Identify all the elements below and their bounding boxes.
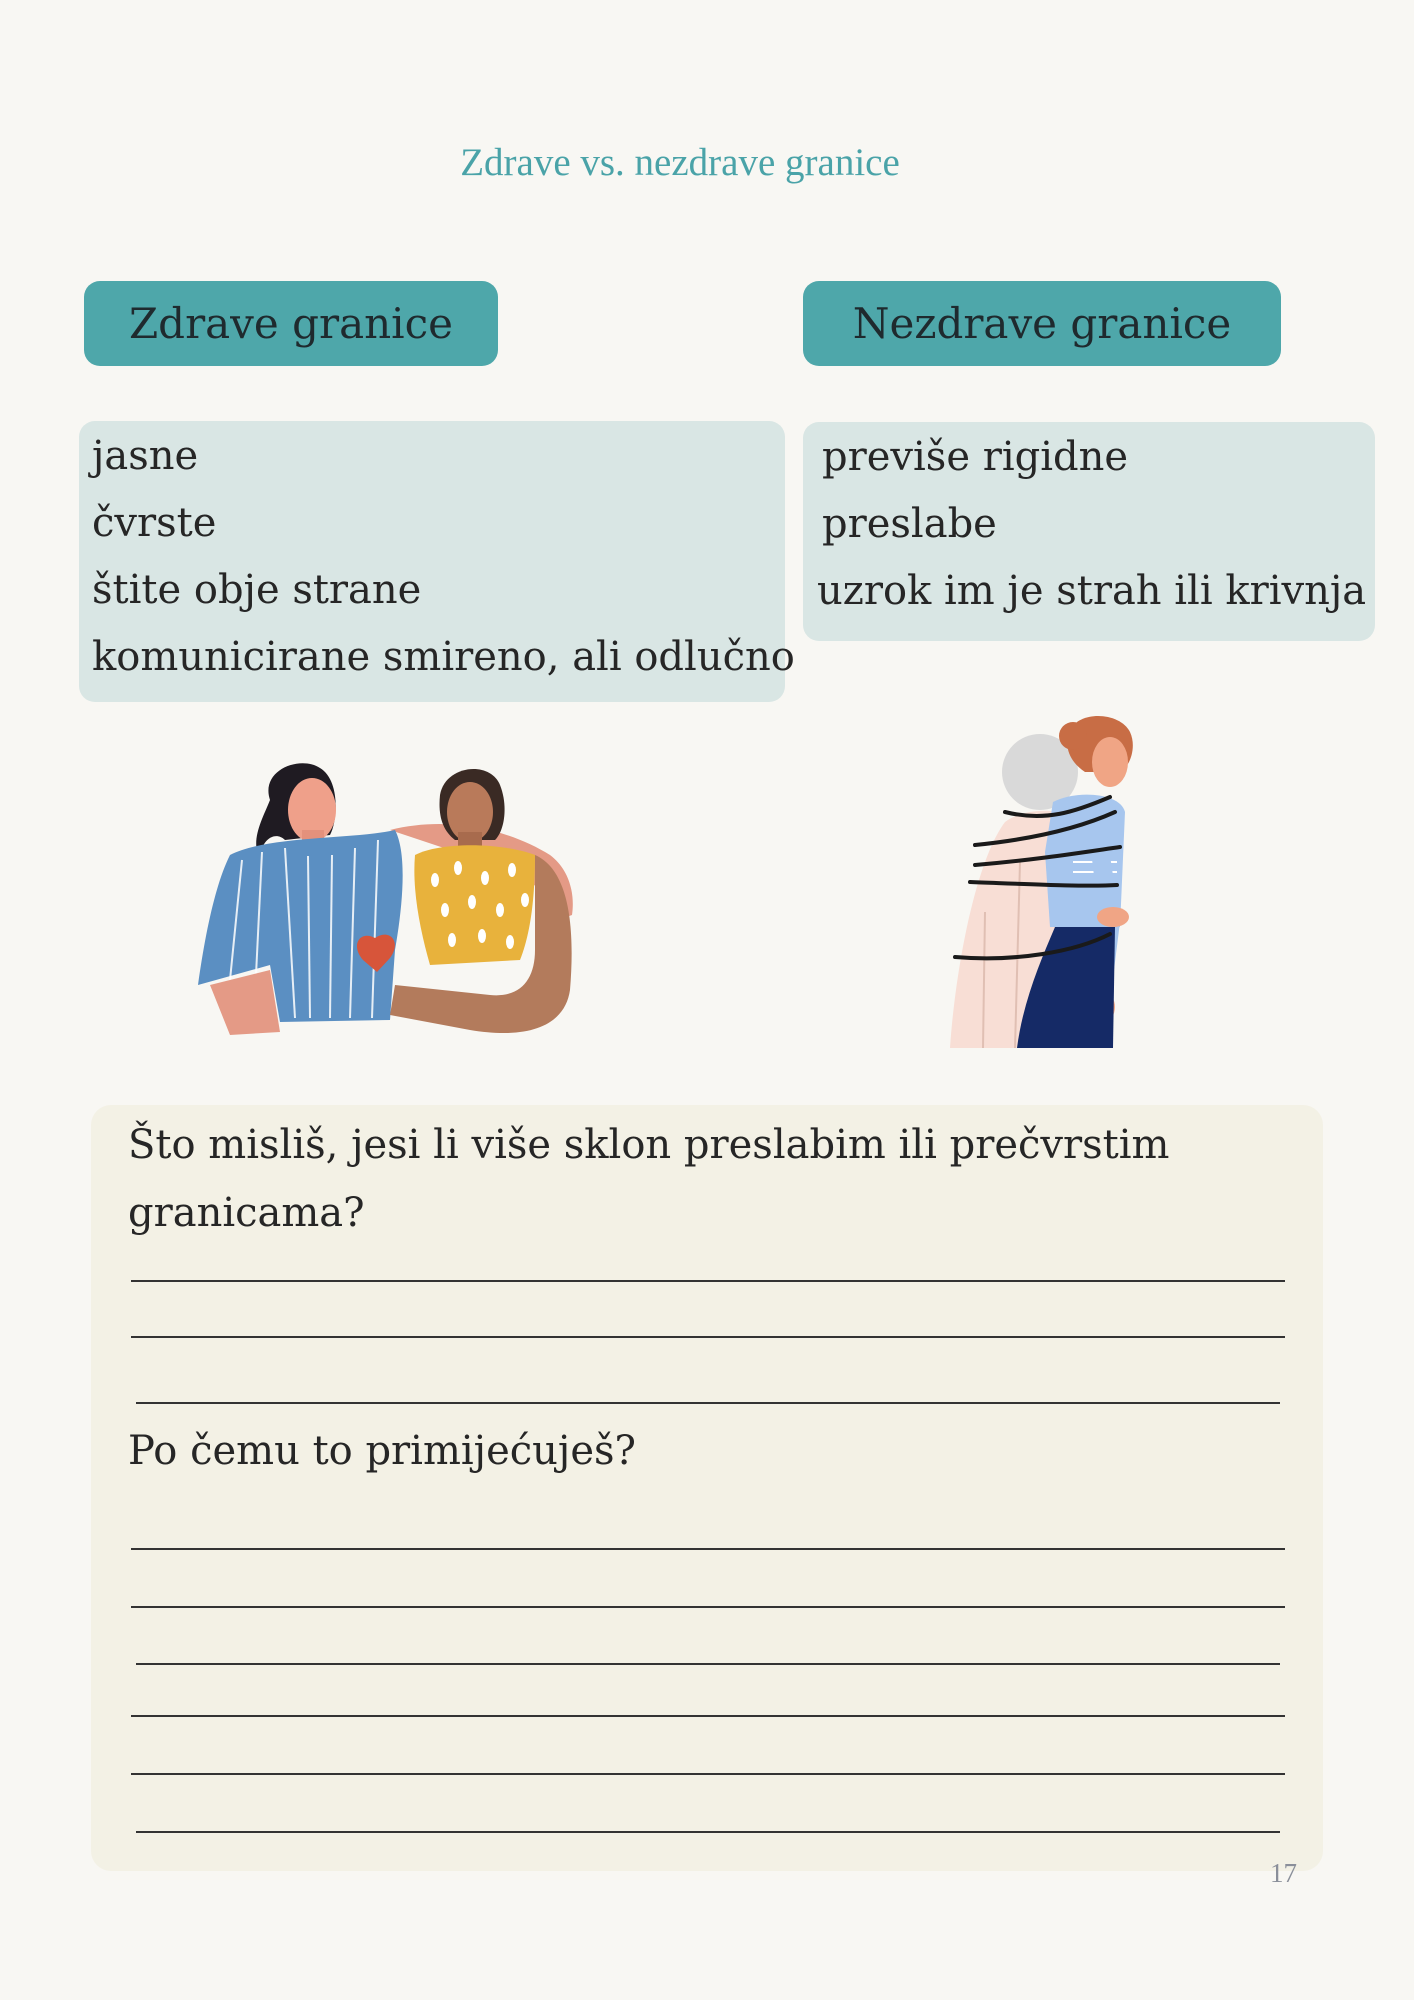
answer-line[interactable]	[136, 1831, 1280, 1833]
page-number: 17	[1270, 1858, 1297, 1888]
list-item: komunicirane smireno, ali odlučno	[92, 634, 795, 680]
people-tied-with-rope-illustration	[945, 712, 1145, 1048]
answer-line[interactable]	[131, 1606, 1285, 1608]
list-item: čvrste	[92, 500, 217, 546]
question-1: Što misliš, jesi li više sklon preslabim ili prečvrstim granicama?	[128, 1122, 1170, 1236]
unhealthy-boundaries-header: Nezdrave granice	[803, 281, 1281, 366]
list-item: jasne	[92, 433, 199, 479]
list-item: previše rigidne	[822, 434, 1129, 480]
answer-line[interactable]	[131, 1773, 1285, 1775]
answer-line[interactable]	[136, 1402, 1280, 1404]
answer-line[interactable]	[131, 1336, 1285, 1338]
healthy-boundaries-list	[79, 421, 795, 702]
list-item: preslabe	[822, 501, 997, 547]
answer-line[interactable]	[136, 1663, 1280, 1665]
reflection-card	[91, 1105, 1323, 1871]
healthy-boundaries-header: Zdrave granice	[84, 281, 498, 366]
unhealthy-boundaries-list	[803, 422, 1375, 641]
page-title: Zdrave vs. nezdrave granice	[460, 141, 900, 184]
answer-line[interactable]	[131, 1548, 1285, 1550]
answer-line[interactable]	[131, 1280, 1285, 1282]
two-women-embracing-illustration	[190, 760, 590, 1050]
answer-line[interactable]	[131, 1715, 1285, 1717]
question-2: Po čemu to primijećuješ?	[128, 1428, 636, 1474]
list-item: uzrok im je strah ili krivnja	[817, 568, 1367, 614]
list-item: štite obje strane	[92, 567, 422, 613]
